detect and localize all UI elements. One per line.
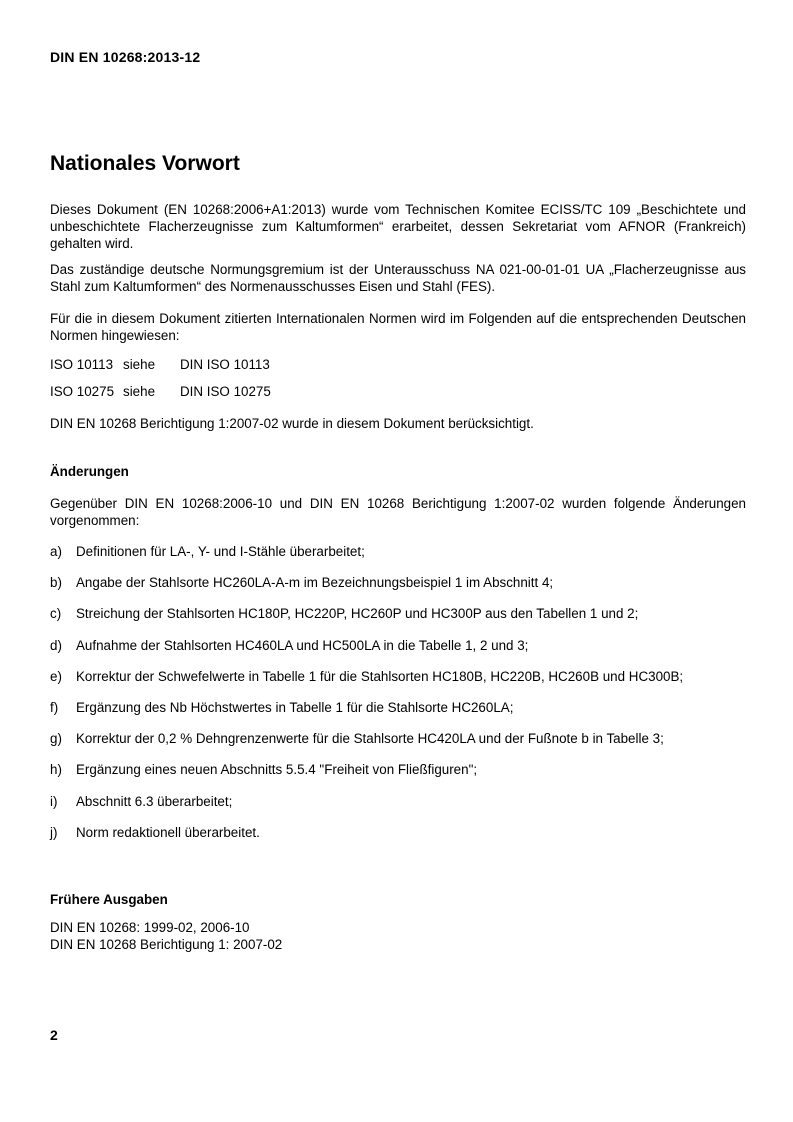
reference-source: ISO 10113 <box>50 357 114 373</box>
reference-source: ISO 10275 <box>50 384 115 400</box>
paragraph-changes-intro: Gegenüber DIN EN 10268:2006-10 und DIN EN 10268 Berichtigung 1:2007-02 wurden folgende Änderungen vorgenommen: <box>50 495 746 528</box>
paragraph-berichtigung: DIN EN 10268 Berichtigung 1:2007-02 wurde in diesem Dokument berücksichtigt. <box>50 416 534 432</box>
previous-editions <box>50 919 746 953</box>
list-item <box>50 824 746 841</box>
list-item <box>50 761 746 778</box>
reference-table <box>50 356 746 400</box>
list-item-text: Aufnahme der Stahlsorten HC460LA und HC500LA in die Tabelle 1, 2 und 3; <box>76 637 529 653</box>
list-item-marker: c) <box>50 606 62 622</box>
edition-line: DIN EN 10268: 1999-02, 2006-10 <box>50 920 250 936</box>
list-item-marker: g) <box>50 731 62 747</box>
paragraph-committee: Dieses Dokument (EN 10268:2006+A1:2013) wurde vom Technischen Komitee ECISS/TC 109 „Beschichtete und unbeschichtete Flacherzeugnisse zum Kaltumformen“ erarbeitet, dessen Sekretariat vom AFNOR (Frankreich) gehalten wird. <box>50 202 746 252</box>
reference-row <box>50 383 746 400</box>
list-item <box>50 637 746 654</box>
list-item-text: Ergänzung des Nb Höchstwertes in Tabelle 1 für die Stahlsorte HC260LA; <box>76 700 514 716</box>
list-item-marker: h) <box>50 762 62 778</box>
reference-target: DIN ISO 10275 <box>180 384 271 400</box>
list-item <box>50 699 746 716</box>
list-item-text: Korrektur der Schwefelwerte in Tabelle 1 für die Stahlsorten HC180B, HC220B, HC260B und HC300B; <box>76 668 684 684</box>
list-item-marker: e) <box>50 668 62 684</box>
list-item <box>50 543 746 560</box>
list-item-text: Streichung der Stahlsorten HC180P, HC220P, HC260P und HC300P aus den Tabellen 1 und 2; <box>76 606 639 622</box>
document-page <box>50 0 746 953</box>
list-item-text: Norm redaktionell überarbeitet. <box>76 824 260 840</box>
list-item <box>50 730 746 747</box>
list-item-text: Definitionen für LA-, Y- und I-Stähle überarbeitet; <box>76 544 365 560</box>
list-item-text: Korrektur der 0,2 % Dehngrenzenwerte für die Stahlsorte HC420LA und der Fußnote b in Tabelle 3; <box>76 731 664 747</box>
list-item-text: Ergänzung eines neuen Abschnitts 5.5.4 "Freiheit von Fließfiguren"; <box>76 762 478 778</box>
reference-relation: siehe <box>123 357 156 373</box>
change-list <box>50 543 746 841</box>
list-item <box>50 668 746 685</box>
list-item-marker: a) <box>50 544 62 560</box>
reference-target: DIN ISO 10113 <box>180 357 270 373</box>
paragraph-normungsgremium: Das zuständige deutsche Normungsgremium ist der Unterausschuss NA 021-00-01-01 UA „Flacherzeugnisse aus Stahl zum Kaltumformen“ des Normenausschusses Eisen und Stahl (FES). <box>50 261 746 294</box>
list-item-marker: f) <box>50 700 59 716</box>
section-heading-fruehere-ausgaben: Frühere Ausgaben <box>50 892 168 908</box>
reference-relation: siehe <box>123 384 156 400</box>
page-title: Nationales Vorwort <box>50 152 240 175</box>
list-item <box>50 605 746 622</box>
list-item-marker: j) <box>50 824 58 840</box>
list-item-marker: i) <box>50 793 58 809</box>
list-item <box>50 793 746 810</box>
list-item-text: Angabe der Stahlsorte HC260LA-A-m im Bezeichnungsbeispiel 1 im Abschnitt 4; <box>76 575 554 591</box>
edition-line: DIN EN 10268 Berichtigung 1: 2007-02 <box>50 937 283 953</box>
list-item-marker: d) <box>50 637 62 653</box>
reference-row <box>50 356 746 373</box>
document-number: DIN EN 10268:2013-12 <box>50 49 201 65</box>
paragraph-references-intro: Für die in diesem Dokument zitierten Internationalen Normen wird im Folgenden auf die entsprechenden Deutschen Normen hingewiesen: <box>50 311 746 344</box>
list-item <box>50 574 746 591</box>
page-number: 2 <box>50 1027 58 1043</box>
list-item-text: Abschnitt 6.3 überarbeitet; <box>76 793 233 809</box>
list-item-marker: b) <box>50 575 62 591</box>
section-heading-aenderungen: Änderungen <box>50 463 129 479</box>
